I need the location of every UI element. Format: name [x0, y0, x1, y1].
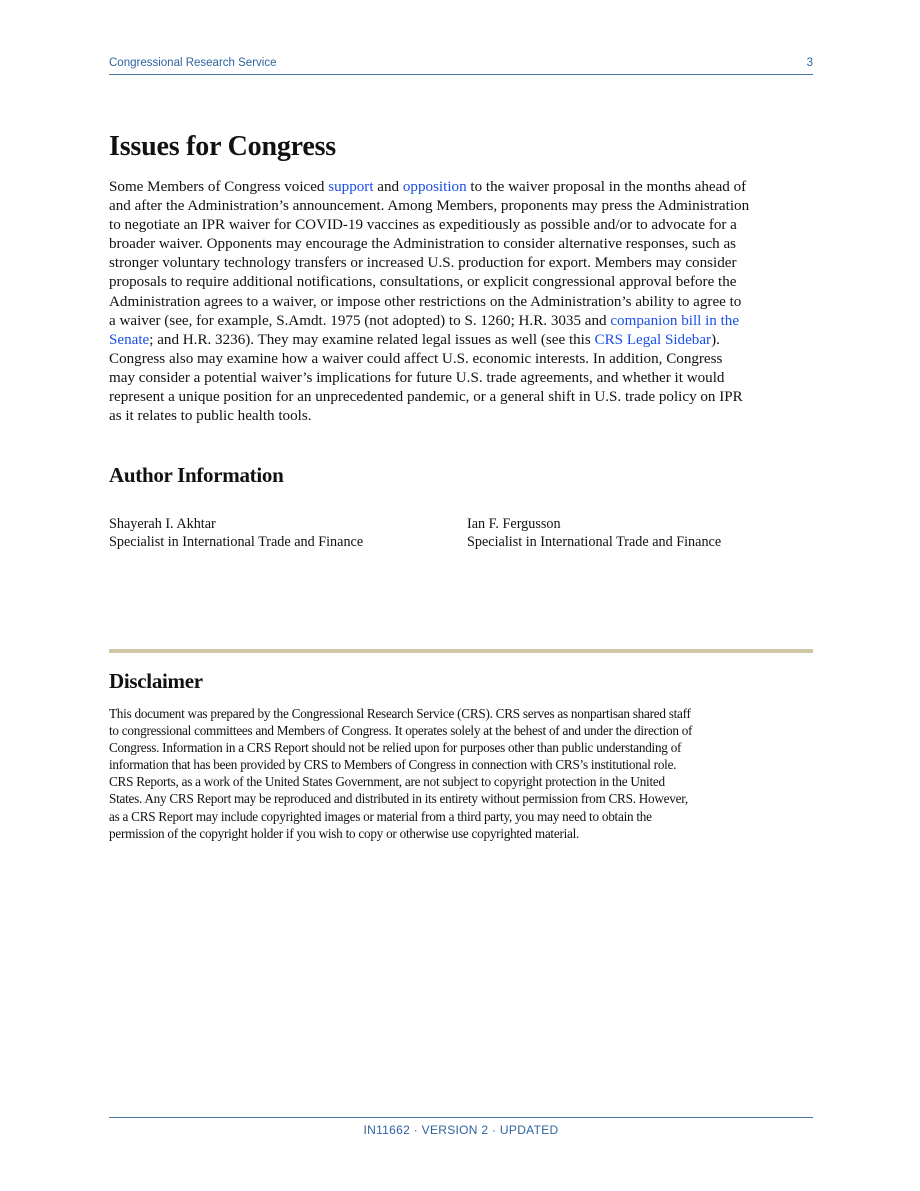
para-line: Congress also may examine how a waiver could affect U.S. economic interests. In addition, Congress: [109, 350, 723, 367]
opposition-link[interactable]: opposition: [402, 179, 467, 195]
author-name: Ian F. Fergusson: [467, 516, 561, 532]
disclaimer-line: as a CRS Report may include copyrighted images or material from a third party, you may need to obtain the: [109, 808, 652, 824]
disclaimer-line: permission of the copyright holder if you wish to copy or otherwise use copyrighted material.: [109, 825, 580, 841]
para-line: Administration agrees to a waiver, or impose other restrictions on the Administration’s ability to agree to: [109, 293, 742, 310]
crs-legal-sidebar-link[interactable]: CRS Legal Sidebar: [594, 331, 712, 348]
disclaimer-line: States. Any CRS Report may be reproduced and distributed in its entirety without permission from CRS. However,: [109, 791, 688, 807]
author-block: [109, 516, 363, 551]
para-line: and after the Administration’s announcement. Among Members, proponents may press the Administration: [109, 198, 750, 215]
para-line: to negotiate an IPR waiver for COVID-19 vaccines as expeditiously as possible and/or to advocate for a: [109, 217, 737, 234]
para-line: as it relates to public health tools.: [109, 408, 312, 425]
disclaimer-divider: [109, 649, 813, 653]
para-line: a waiver (see, for example, S.Amdt. 1975 (not adopted) to S. 1260; H.R. 3035 and companion bill in the: [109, 312, 740, 329]
companion-bill-link-cont[interactable]: Senate: [109, 331, 150, 348]
author-block: [467, 516, 721, 551]
page-number: 3: [806, 57, 813, 69]
author-role: Specialist in International Trade and Finance: [109, 533, 364, 550]
para-line: proposals to require additional notifications, consultations, or explicit congressional approval before the: [109, 274, 737, 291]
disclaimer-line: This document was prepared by the Congressional Research Service (CRS). CRS serves as nonpartisan shared staff: [109, 706, 691, 721]
disclaimer-line: to congressional committees and Members of Congress. It operates solely at the behest of and under the direction of: [109, 723, 693, 739]
para-line: broader waiver. Opponents may encourage the Administration to consider alternative responses, such as: [109, 236, 737, 253]
issues-heading: Issues for Congress: [109, 131, 336, 162]
running-footer: IN11662 · VERSION 2 · UPDATED: [109, 1117, 813, 1137]
para-line: stronger voluntary technology transfers or increased U.S. production for export. Members may consider: [109, 255, 737, 272]
author-role: Specialist in International Trade and Finance: [467, 533, 722, 550]
support-link[interactable]: support: [328, 179, 374, 195]
companion-bill-link[interactable]: companion bill in the: [610, 312, 740, 329]
para-line: represent a unique position for an unprecedented pandemic, or a general shift in U.S. trade policy on IPR: [109, 389, 743, 406]
disclaimer-heading: Disclaimer: [109, 669, 203, 693]
para-line: may consider a potential waiver’s implications for future U.S. trade agreements, and whether it would: [109, 369, 725, 386]
disclaimer-line: CRS Reports, as a work of the United States Government, are not subject to copyright protection in the United: [109, 774, 665, 790]
disclaimer-paragraph: [109, 705, 815, 842]
disclaimer-line: Congress. Information in a CRS Report should not be relied upon for purposes other than public understanding of: [109, 740, 682, 756]
disclaimer-line: information that has been provided by CRS to Members of Congress in connection with CRS’s institutional role.: [109, 757, 677, 773]
para-line: Some Members of Congress voiced support and opposition to the waiver proposal in the months ahead of: [109, 179, 747, 195]
author-info-heading: Author Information: [109, 463, 284, 487]
running-header: [109, 57, 813, 75]
para-line: Senate; and H.R. 3236). They may examine related legal issues as well (see this CRS Legal Sidebar).: [109, 331, 720, 348]
author-name: Shayerah I. Akhtar: [109, 516, 216, 532]
issues-paragraph: [109, 178, 815, 426]
header-org-name: Congressional Research Service: [109, 57, 277, 69]
